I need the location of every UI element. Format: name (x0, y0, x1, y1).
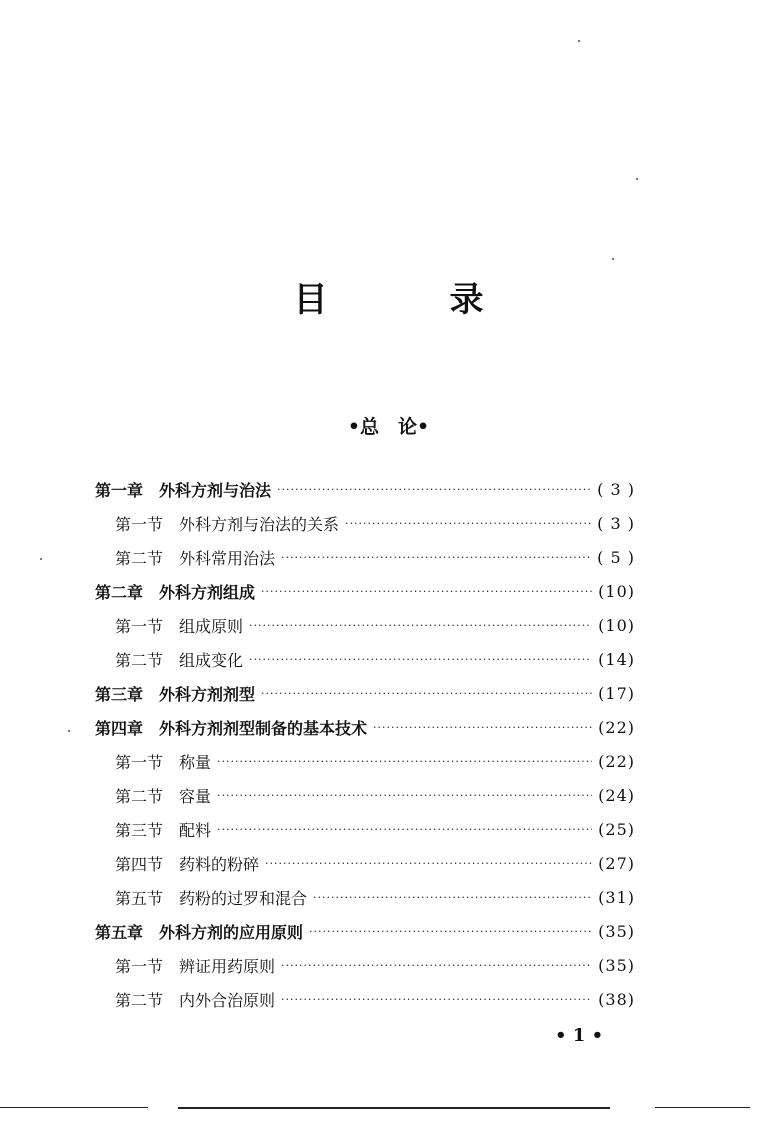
toc-page-number: (27) (598, 853, 635, 873)
toc-title: 外科方剂组成 (159, 582, 256, 602)
toc-number: 第三节 (115, 820, 164, 840)
toc-page-number: (17) (598, 683, 635, 703)
toc-title: 组成变化 (179, 650, 244, 670)
toc-entry-section[interactable] (115, 642, 635, 676)
toc-number: 第二节 (115, 990, 164, 1010)
toc-page-number: ( 3 ) (597, 513, 635, 533)
toc-title: 辨证用药原则 (179, 956, 276, 976)
toc-title: 外科常用治法 (179, 548, 276, 568)
toc-entry-chapter[interactable] (95, 472, 635, 506)
toc-page-number: (35) (598, 921, 635, 941)
toc-title: 外科方剂的应用原则 (159, 922, 304, 942)
scan-speck (612, 258, 614, 260)
bottom-rule (178, 1107, 610, 1109)
toc-entry-chapter[interactable] (95, 676, 635, 710)
page-number: • 1 • (555, 1025, 604, 1046)
toc-page-number: (24) (598, 785, 635, 805)
toc-number: 第一章 (95, 480, 144, 500)
dot-leader (277, 483, 591, 496)
toc-entry-section[interactable] (115, 608, 635, 642)
toc-entry-section[interactable] (115, 812, 635, 846)
toc-number: 第二章 (95, 582, 144, 602)
toc-title: 外科方剂剂型制备的基本技术 (159, 718, 368, 738)
dot-leader (217, 823, 592, 836)
toc-number: 第三章 (95, 684, 144, 704)
toc-number: 第一节 (115, 514, 164, 534)
toc-entry-chapter[interactable] (95, 710, 635, 744)
toc-title: 药料的粉碎 (179, 854, 260, 874)
dot-leader (249, 619, 592, 632)
toc-entry-section[interactable] (115, 982, 635, 1016)
dot-leader (217, 789, 592, 802)
toc-title: 内外合治原则 (179, 990, 276, 1010)
toc-entry-section[interactable] (115, 846, 635, 880)
toc-number: 第四章 (95, 718, 144, 738)
toc-title: 外科方剂与治法的关系 (179, 514, 340, 534)
toc-page-number: (10) (598, 615, 635, 635)
dot-leader (281, 993, 592, 1006)
toc-page-number: (38) (598, 989, 635, 1009)
dot-leader (217, 755, 592, 768)
dot-leader (309, 925, 592, 938)
toc-number: 第四节 (115, 854, 164, 874)
toc-entry-section[interactable] (115, 778, 635, 812)
toc-page-number: ( 3 ) (597, 479, 635, 499)
dot-leader (265, 857, 592, 870)
toc-title: 外科方剂与治法 (159, 480, 272, 500)
dot-leader (261, 585, 592, 598)
toc-number: 第五节 (115, 888, 164, 908)
toc-number: 第一节 (115, 752, 164, 772)
toc-title: 配料 (179, 820, 212, 840)
toc-entry-section[interactable] (115, 506, 635, 540)
toc-page-number: (31) (598, 887, 635, 907)
toc-page-number: (14) (598, 649, 635, 669)
toc-page-number: ( 5 ) (597, 547, 635, 567)
toc-number: 第二节 (115, 786, 164, 806)
bottom-rule (0, 1107, 148, 1108)
toc-entry-section[interactable] (115, 948, 635, 982)
dot-leader (249, 653, 592, 666)
toc-entry-chapter[interactable] (95, 574, 635, 608)
scan-speck (40, 558, 42, 560)
toc-title: 药粉的过罗和混合 (179, 888, 308, 908)
toc-title: 组成原则 (179, 616, 244, 636)
toc-entry-section[interactable] (115, 540, 635, 574)
toc-title: 外科方剂剂型 (159, 684, 256, 704)
toc-entry-section[interactable] (115, 744, 635, 778)
toc-page-number: (22) (598, 751, 635, 771)
scan-speck (578, 40, 580, 42)
toc-title: 容量 (179, 786, 212, 806)
section-heading: •总 论• (347, 416, 430, 438)
scan-speck (636, 178, 638, 180)
toc-page-number: (25) (598, 819, 635, 839)
toc-number: 第二节 (115, 650, 164, 670)
toc-entry-section[interactable] (115, 880, 635, 914)
toc-number: 第二节 (115, 548, 164, 568)
toc-page-number: (35) (598, 955, 635, 975)
toc-page-number: (10) (598, 581, 635, 601)
dot-leader (313, 891, 592, 904)
scan-speck (68, 730, 70, 732)
dot-leader (261, 687, 592, 700)
dot-leader (281, 551, 591, 564)
dot-leader (281, 959, 592, 972)
toc-number: 第一节 (115, 616, 164, 636)
dot-leader (345, 517, 591, 530)
page-title: 目 录 (293, 280, 528, 320)
toc-number: 第一节 (115, 956, 164, 976)
bottom-rule (655, 1107, 750, 1108)
toc-number: 第五章 (95, 922, 144, 942)
dot-leader (373, 721, 592, 734)
toc-page-number: (22) (598, 717, 635, 737)
toc-title: 称量 (179, 752, 212, 772)
toc-entry-chapter[interactable] (95, 914, 635, 948)
